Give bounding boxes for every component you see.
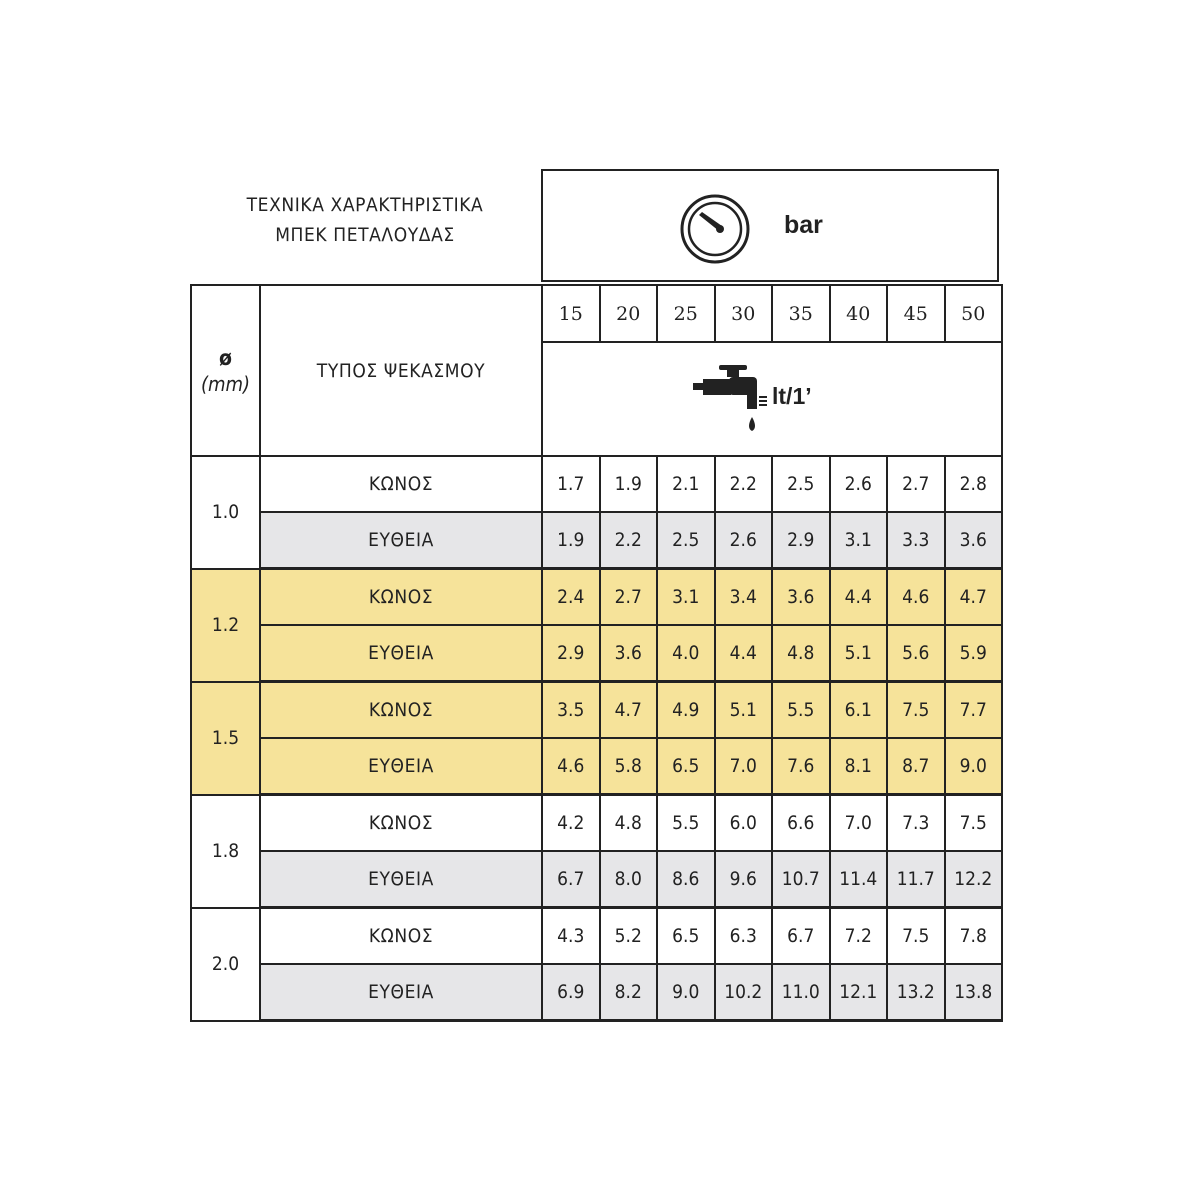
pressure-value: 15 — [542, 285, 600, 342]
flow-value-cell: 4.4 — [830, 569, 888, 626]
diameter-symbol: ø — [219, 345, 232, 370]
table-row — [191, 908, 1002, 965]
flow-value-cell: 7.0 — [715, 738, 773, 795]
flow-value-cell: 4.9 — [657, 682, 715, 739]
flow-value-cell: 5.6 — [887, 625, 945, 682]
flow-value-cell: 7.5 — [945, 795, 1003, 852]
flow-value-cell: 2.5 — [772, 456, 830, 512]
flow-value-cell: 4.2 — [542, 795, 600, 852]
flow-value-cell: 3.3 — [887, 512, 945, 569]
flow-value-cell: 8.2 — [600, 964, 658, 1021]
flow-value-cell: 8.7 — [887, 738, 945, 795]
pressure-value: 35 — [772, 285, 830, 342]
flow-value-cell: 7.2 — [830, 908, 888, 965]
flow-value-cell: 4.0 — [657, 625, 715, 682]
pressure-value: 30 — [715, 285, 773, 342]
flow-value-cell: 2.7 — [600, 569, 658, 626]
flow-value-cell: 7.8 — [945, 908, 1003, 965]
flow-value-cell: 7.6 — [772, 738, 830, 795]
flow-header — [542, 342, 1002, 456]
diameter-cell: 1.8 — [191, 795, 260, 908]
spray-type-cell: ΕΥΘΕΙΑ — [260, 738, 542, 795]
flow-value-cell: 11.7 — [887, 851, 945, 908]
spray-type-cell: ΕΥΘΕΙΑ — [260, 964, 542, 1021]
table-row — [191, 795, 1002, 852]
flow-value-cell: 4.7 — [945, 569, 1003, 626]
spray-type-cell: ΕΥΘΕΙΑ — [260, 625, 542, 682]
flow-value-cell: 6.5 — [657, 738, 715, 795]
flow-value-cell: 4.7 — [600, 682, 658, 739]
flow-value-cell: 4.8 — [772, 625, 830, 682]
flow-value-cell: 10.7 — [772, 851, 830, 908]
flow-value-cell: 7.5 — [887, 908, 945, 965]
flow-value-cell: 1.9 — [600, 456, 658, 512]
table-row — [191, 738, 1002, 795]
flow-value-cell: 8.6 — [657, 851, 715, 908]
flow-value-cell: 1.9 — [542, 512, 600, 569]
table-title — [200, 190, 530, 250]
table-row — [191, 851, 1002, 908]
flow-value-cell: 6.1 — [830, 682, 888, 739]
flow-value-cell: 9.6 — [715, 851, 773, 908]
spray-type-cell: ΚΩΝΟΣ — [260, 456, 542, 512]
pressure-header — [541, 169, 999, 282]
pressure-value: 40 — [830, 285, 888, 342]
flow-value-cell: 3.1 — [830, 512, 888, 569]
pressure-value: 45 — [887, 285, 945, 342]
table-row — [191, 682, 1002, 739]
flow-value-cell: 4.3 — [542, 908, 600, 965]
diameter-unit: (mm) — [200, 371, 251, 396]
flow-value-cell: 5.8 — [600, 738, 658, 795]
flow-value-cell: 5.1 — [715, 682, 773, 739]
flow-value-cell: 11.4 — [830, 851, 888, 908]
diameter-cell: 1.5 — [191, 682, 260, 795]
flow-value-cell: 6.7 — [772, 908, 830, 965]
flow-value-cell: 3.5 — [542, 682, 600, 739]
flow-value-cell: 4.6 — [887, 569, 945, 626]
table-row — [191, 569, 1002, 626]
flow-value-cell: 3.6 — [600, 625, 658, 682]
spray-type-cell: ΚΩΝΟΣ — [260, 908, 542, 965]
flow-value-cell: 6.3 — [715, 908, 773, 965]
flow-value-cell: 5.9 — [945, 625, 1003, 682]
pressure-value: 20 — [600, 285, 658, 342]
flow-value-cell: 2.1 — [657, 456, 715, 512]
diameter-cell: 1.0 — [191, 456, 260, 569]
flow-value-cell: 13.8 — [945, 964, 1003, 1021]
flow-value-cell: 10.2 — [715, 964, 773, 1021]
flow-value-cell: 6.6 — [772, 795, 830, 852]
pressure-unit-label: bar — [784, 211, 823, 239]
diameter-cell: 1.2 — [191, 569, 260, 682]
flow-value-cell: 3.1 — [657, 569, 715, 626]
flow-value-cell: 3.4 — [715, 569, 773, 626]
flow-value-cell: 5.2 — [600, 908, 658, 965]
flow-value-cell: 2.8 — [945, 456, 1003, 512]
table-row — [191, 625, 1002, 682]
diameter-cell: 2.0 — [191, 908, 260, 1021]
flow-value-cell: 2.6 — [715, 512, 773, 569]
spray-type-cell: ΚΩΝΟΣ — [260, 569, 542, 626]
flow-value-cell: 2.6 — [830, 456, 888, 512]
pressure-gauge-icon — [679, 193, 751, 265]
flow-value-cell: 6.0 — [715, 795, 773, 852]
flow-value-cell: 2.7 — [887, 456, 945, 512]
flow-value-cell: 5.5 — [657, 795, 715, 852]
flow-value-cell: 7.0 — [830, 795, 888, 852]
flow-value-cell: 2.5 — [657, 512, 715, 569]
flow-value-cell: 2.2 — [600, 512, 658, 569]
flow-value-cell: 3.6 — [945, 512, 1003, 569]
flow-value-cell: 7.7 — [945, 682, 1003, 739]
flow-value-cell: 2.4 — [542, 569, 600, 626]
title-line-2: ΜΠΕΚ ΠΕΤΑΛΟΥΔΑΣ — [275, 224, 455, 246]
flow-value-cell: 7.3 — [887, 795, 945, 852]
flow-value-cell: 4.8 — [600, 795, 658, 852]
flow-value-cell: 12.1 — [830, 964, 888, 1021]
flow-value-cell: 8.0 — [600, 851, 658, 908]
spray-type-cell: ΕΥΘΕΙΑ — [260, 851, 542, 908]
water-tap-icon — [693, 363, 773, 439]
flow-value-cell: 2.9 — [772, 512, 830, 569]
spray-type-cell: ΚΩΝΟΣ — [260, 795, 542, 852]
flow-value-cell: 9.0 — [945, 738, 1003, 795]
spec-table — [190, 284, 1003, 1022]
spray-type-cell: ΕΥΘΕΙΑ — [260, 512, 542, 569]
flow-value-cell: 6.7 — [542, 851, 600, 908]
flow-value-cell: 4.6 — [542, 738, 600, 795]
flow-value-cell: 4.4 — [715, 625, 773, 682]
flow-value-cell: 7.5 — [887, 682, 945, 739]
flow-value-cell: 13.2 — [887, 964, 945, 1021]
pressure-value: 50 — [945, 285, 1003, 342]
table-row — [191, 964, 1002, 1021]
flow-value-cell: 11.0 — [772, 964, 830, 1021]
flow-value-cell: 6.5 — [657, 908, 715, 965]
table-row — [191, 512, 1002, 569]
flow-value-cell: 1.7 — [542, 456, 600, 512]
pressure-value: 25 — [657, 285, 715, 342]
flow-unit-label: lt/1’ — [772, 383, 812, 409]
flow-value-cell: 5.5 — [772, 682, 830, 739]
diameter-header — [191, 285, 260, 456]
flow-value-cell: 2.9 — [542, 625, 600, 682]
flow-value-cell: 9.0 — [657, 964, 715, 1021]
flow-value-cell: 12.2 — [945, 851, 1003, 908]
flow-value-cell: 8.1 — [830, 738, 888, 795]
flow-value-cell: 6.9 — [542, 964, 600, 1021]
table-row — [191, 456, 1002, 512]
flow-value-cell: 2.2 — [715, 456, 773, 512]
flow-value-cell: 5.1 — [830, 625, 888, 682]
title-line-1: ΤΕΧΝΙΚΑ ΧΑΡΑΚΤΗΡΙΣΤΙΚΑ — [246, 194, 484, 216]
spray-type-cell: ΚΩΝΟΣ — [260, 682, 542, 739]
flow-value-cell: 3.6 — [772, 569, 830, 626]
spray-type-header: ΤΥΠΟΣ ΨΕΚΑΣΜΟΥ — [260, 285, 542, 456]
